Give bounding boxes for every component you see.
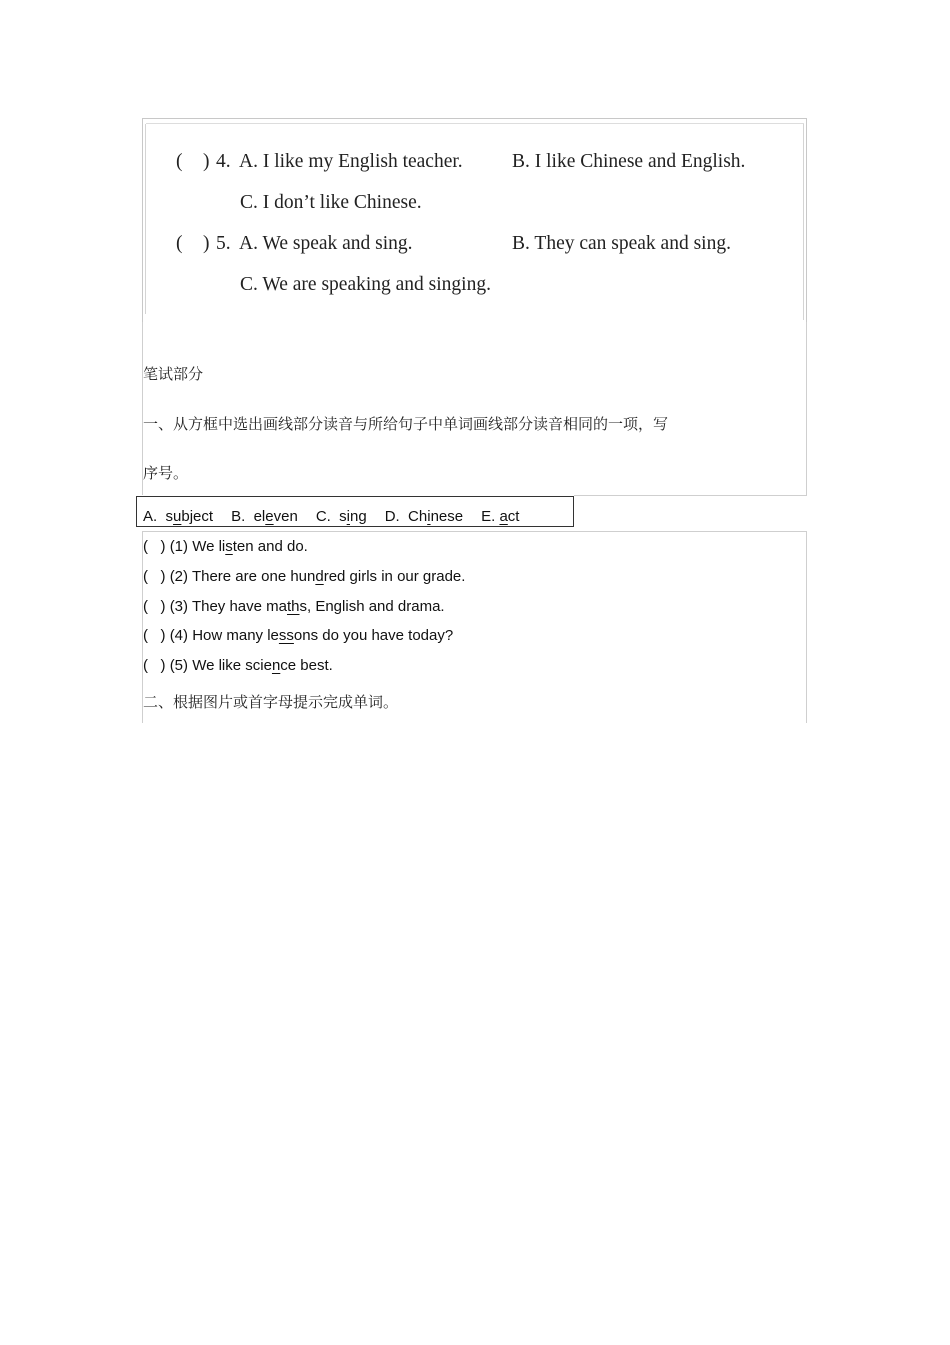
question-text: There are one hun bbox=[191, 568, 316, 585]
section-title: 笔试部分 bbox=[143, 365, 204, 383]
option-b: B. I like Chinese and English. bbox=[512, 151, 746, 172]
option-item bbox=[385, 508, 463, 525]
underlined-letters: a bbox=[499, 508, 508, 525]
option-letter: A. bbox=[143, 508, 158, 525]
option-word: el bbox=[253, 508, 266, 525]
option-letter: C. bbox=[315, 508, 331, 525]
option-item bbox=[316, 508, 367, 525]
question-number: (3) bbox=[169, 598, 189, 615]
answer-paren-open: ( bbox=[176, 151, 183, 172]
option-item bbox=[143, 508, 213, 525]
option-b: B. They can speak and sing. bbox=[512, 233, 731, 254]
option-word: s bbox=[165, 508, 174, 525]
question-row bbox=[143, 627, 453, 644]
frame-line bbox=[803, 124, 804, 320]
option-word: Ch bbox=[408, 508, 428, 525]
option-word: bject bbox=[181, 508, 214, 525]
frame-line bbox=[142, 531, 807, 532]
question-row bbox=[143, 657, 333, 674]
underlined-letters: i bbox=[427, 508, 431, 525]
question-text: We li bbox=[192, 538, 226, 555]
answer-paren-open: ( bbox=[176, 233, 183, 254]
frame-line bbox=[574, 495, 807, 496]
question-text: s, English and drama. bbox=[299, 598, 445, 615]
underlined-letters: th bbox=[286, 598, 300, 615]
question-text: ce best. bbox=[280, 657, 333, 674]
answer-paren-close: ) bbox=[160, 657, 166, 674]
question-number: (1) bbox=[169, 538, 189, 555]
part1-instruction: 一、从方框中选出画线部分读音与所给句子中单词画线部分读音相同的一项，写 bbox=[143, 415, 669, 433]
question-row bbox=[143, 598, 445, 615]
underlined-letters: n bbox=[271, 657, 281, 674]
answer-paren-close: ) bbox=[160, 627, 166, 644]
option-word: ng bbox=[350, 508, 367, 525]
frame-line bbox=[146, 123, 804, 124]
option-a: A. I like my English teacher. bbox=[239, 151, 463, 172]
underlined-letters: s bbox=[225, 538, 233, 555]
answer-paren-close: ) bbox=[160, 568, 166, 585]
underlined-letters: e bbox=[265, 508, 274, 525]
answer-paren-open: ( bbox=[143, 627, 148, 644]
question-number: (5) bbox=[169, 657, 189, 674]
underlined-letters: ss bbox=[278, 627, 294, 644]
option-word: ven bbox=[273, 508, 298, 525]
question-number: 5. bbox=[216, 233, 231, 254]
option-item bbox=[231, 508, 298, 525]
question-text: ten and do. bbox=[232, 538, 308, 555]
underlined-letters: i bbox=[346, 508, 350, 525]
question-number: 4. bbox=[216, 151, 231, 172]
question-text: How many le bbox=[192, 627, 279, 644]
option-item bbox=[481, 508, 519, 525]
answer-paren-open: ( bbox=[143, 657, 148, 674]
answer-paren-close: ) bbox=[203, 233, 210, 254]
part1-instruction-cont: 序号。 bbox=[143, 464, 189, 482]
option-c: C. I don’t like Chinese. bbox=[240, 192, 422, 213]
answer-paren-close: ) bbox=[160, 598, 166, 615]
options-row bbox=[143, 508, 537, 525]
option-word: nese bbox=[430, 508, 464, 525]
answer-paren-open: ( bbox=[143, 598, 148, 615]
frame-line bbox=[145, 124, 146, 314]
question-text: ons do you have today? bbox=[293, 627, 454, 644]
option-letter: B. bbox=[231, 508, 246, 525]
frame-line bbox=[806, 322, 807, 495]
frame-line bbox=[806, 531, 807, 723]
question-text: We like scie bbox=[192, 657, 272, 674]
underlined-letters: u bbox=[173, 508, 182, 525]
answer-paren-open: ( bbox=[143, 568, 148, 585]
option-letter: E. bbox=[481, 508, 496, 525]
question-number: (2) bbox=[169, 568, 189, 585]
answer-paren-close: ) bbox=[203, 151, 210, 172]
option-word: ct bbox=[507, 508, 520, 525]
answer-paren-open: ( bbox=[143, 538, 148, 555]
question-row bbox=[143, 538, 308, 555]
option-a: A. We speak and sing. bbox=[239, 233, 413, 254]
option-letter: D. bbox=[384, 508, 400, 525]
question-number: (4) bbox=[169, 627, 189, 644]
question-text: red girls in our grade. bbox=[323, 568, 466, 585]
part2-instruction: 二、根据图片或首字母提示完成单词。 bbox=[143, 693, 399, 711]
option-word: s bbox=[339, 508, 347, 525]
question-text: They have ma bbox=[191, 598, 287, 615]
answer-paren-close: ) bbox=[160, 538, 166, 555]
question-row bbox=[143, 568, 465, 585]
option-c: C. We are speaking and singing. bbox=[240, 274, 491, 295]
underlined-letters: d bbox=[315, 568, 324, 585]
